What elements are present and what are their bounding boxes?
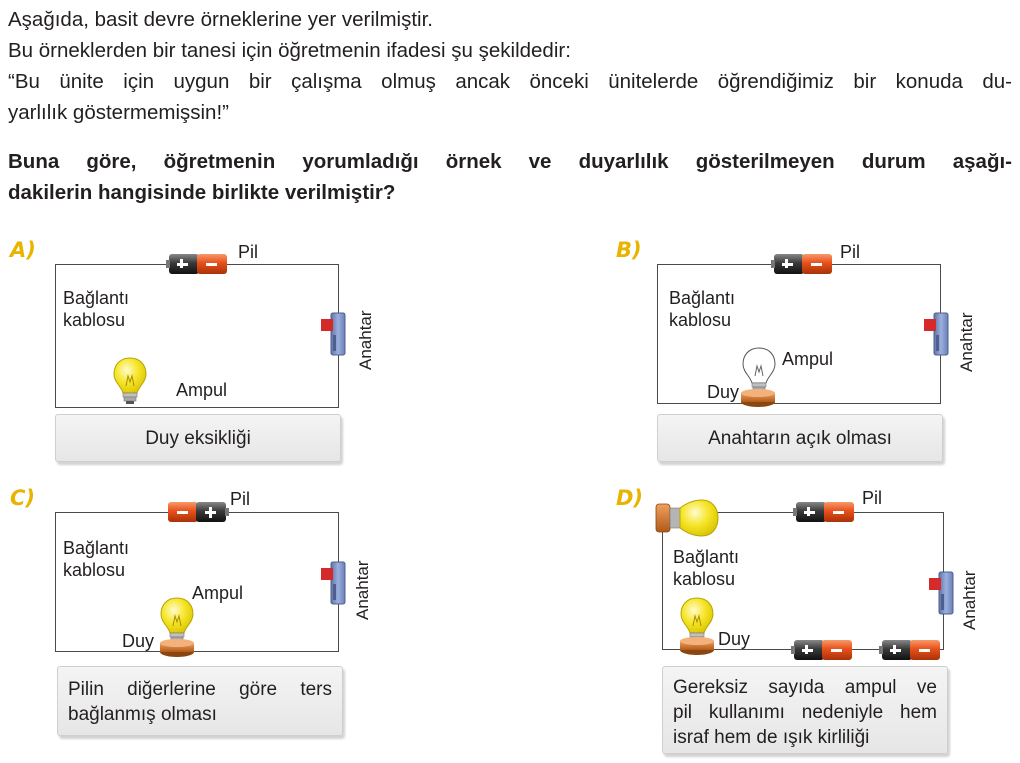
option-b-caption-box[interactable]: [657, 414, 943, 462]
option-c-bulb-icon: [161, 596, 195, 646]
option-b-letter[interactable]: B): [616, 238, 642, 262]
option-a-switch-label: Anahtar: [356, 310, 375, 370]
cable-label-line-1: Bağlantı: [63, 288, 130, 308]
option-b-cable-label: [669, 287, 735, 331]
question-text: [8, 146, 1012, 208]
option-a-battery-label: Pil: [238, 242, 259, 262]
option-b-bulb-icon: [743, 346, 777, 396]
option-d-battery-label: Pil: [862, 488, 883, 508]
cable-label-line-1: Bağlantı: [63, 538, 130, 558]
option-c-caption-line-2: bağlanmış olması: [68, 704, 217, 725]
option-c-caption-line-1: Pilin diğerlerine göre ters: [68, 679, 332, 700]
option-c-battery-icon: [168, 502, 230, 524]
option-d-top-bulb-icon: [656, 500, 720, 536]
cable-label-line-2: kablosu: [63, 560, 126, 580]
intro-line-2: Bu örneklerden bir tanesi için öğretmenin ifadesi şu şekildedir:: [8, 39, 571, 62]
option-d-caption-box[interactable]: [662, 666, 948, 754]
option-d-switch-label: Anahtar: [960, 570, 979, 630]
option-b-socket-icon: [741, 390, 777, 408]
option-c-socket-label: Duy: [122, 631, 155, 651]
option-d-socket-label: Duy: [718, 629, 751, 649]
question-line-2: dakilerin hangisinde birlikte verilmiştir?: [8, 181, 396, 204]
option-d-bottom-battery-2-icon: [882, 640, 944, 662]
option-a-bulb-icon: [114, 356, 148, 406]
option-c-socket-icon: [160, 640, 196, 658]
option-a-caption: Duy eksikliği: [145, 427, 251, 449]
option-b-switch-icon: [924, 313, 950, 357]
option-d-caption-line-3: israf hem de ışık kirliliği: [673, 727, 870, 748]
option-c-cable-label: [63, 537, 129, 581]
option-b-socket-label: Duy: [707, 382, 740, 402]
option-a-letter[interactable]: A): [10, 238, 36, 262]
intro-text: [8, 4, 1012, 128]
option-b-battery-label: Pil: [840, 242, 861, 262]
option-c-letter[interactable]: C): [10, 486, 36, 510]
option-d-top-battery-icon: [796, 502, 858, 524]
option-b-battery-icon: [774, 254, 836, 276]
option-d-caption-line-1: Gereksiz sayıda ampul ve: [673, 677, 937, 698]
cable-label-line-1: Bağlantı: [669, 288, 736, 308]
option-b-caption: Anahtarın açık olması: [708, 427, 892, 449]
intro-line-1: Aşağıda, basit devre örneklerine yer verilmiştir.: [8, 8, 433, 31]
option-d-caption-line-2: pil kullanımı nedeniyle hem: [673, 702, 937, 723]
option-d-letter[interactable]: D): [616, 486, 644, 510]
option-d-cable-label: [673, 546, 739, 590]
intro-line-4: yarlılık göstermemişsin!”: [8, 101, 229, 124]
option-c-caption-box[interactable]: [57, 666, 343, 736]
cable-label-line-1: Bağlantı: [673, 547, 740, 567]
option-b-switch-label: Anahtar: [957, 312, 976, 372]
option-a-switch-icon: [321, 313, 347, 357]
cable-label-line-2: kablosu: [63, 310, 126, 330]
intro-line-3: “Bu ünite için uygun bir çalışma olmuş ancak önceki ünitelerde öğrendiğimiz bir konuda du-: [8, 70, 1012, 93]
option-c-bulb-label: Ampul: [192, 583, 244, 603]
option-c-switch-label: Anahtar: [353, 560, 372, 620]
option-d-socket-icon: [680, 638, 716, 656]
option-a-cable-label: [63, 287, 129, 331]
option-a-caption-box[interactable]: [55, 414, 341, 462]
cable-label-line-2: kablosu: [669, 310, 732, 330]
option-d-bottom-battery-1-icon: [794, 640, 856, 662]
option-c-battery-label: Pil: [230, 489, 251, 509]
option-a-bulb-label: Ampul: [176, 380, 228, 400]
option-c-switch-icon: [321, 562, 347, 606]
option-b-bulb-label: Ampul: [782, 349, 834, 369]
option-b-circuit: [657, 264, 941, 404]
option-a-battery-icon: [169, 254, 231, 276]
option-d-switch-icon: [929, 572, 955, 616]
cable-label-line-2: kablosu: [673, 569, 736, 589]
question-line-1: Buna göre, öğretmenin yorumladığı örnek ve duyarlılık gösterilmeyen durum aşağı-: [8, 150, 1012, 173]
